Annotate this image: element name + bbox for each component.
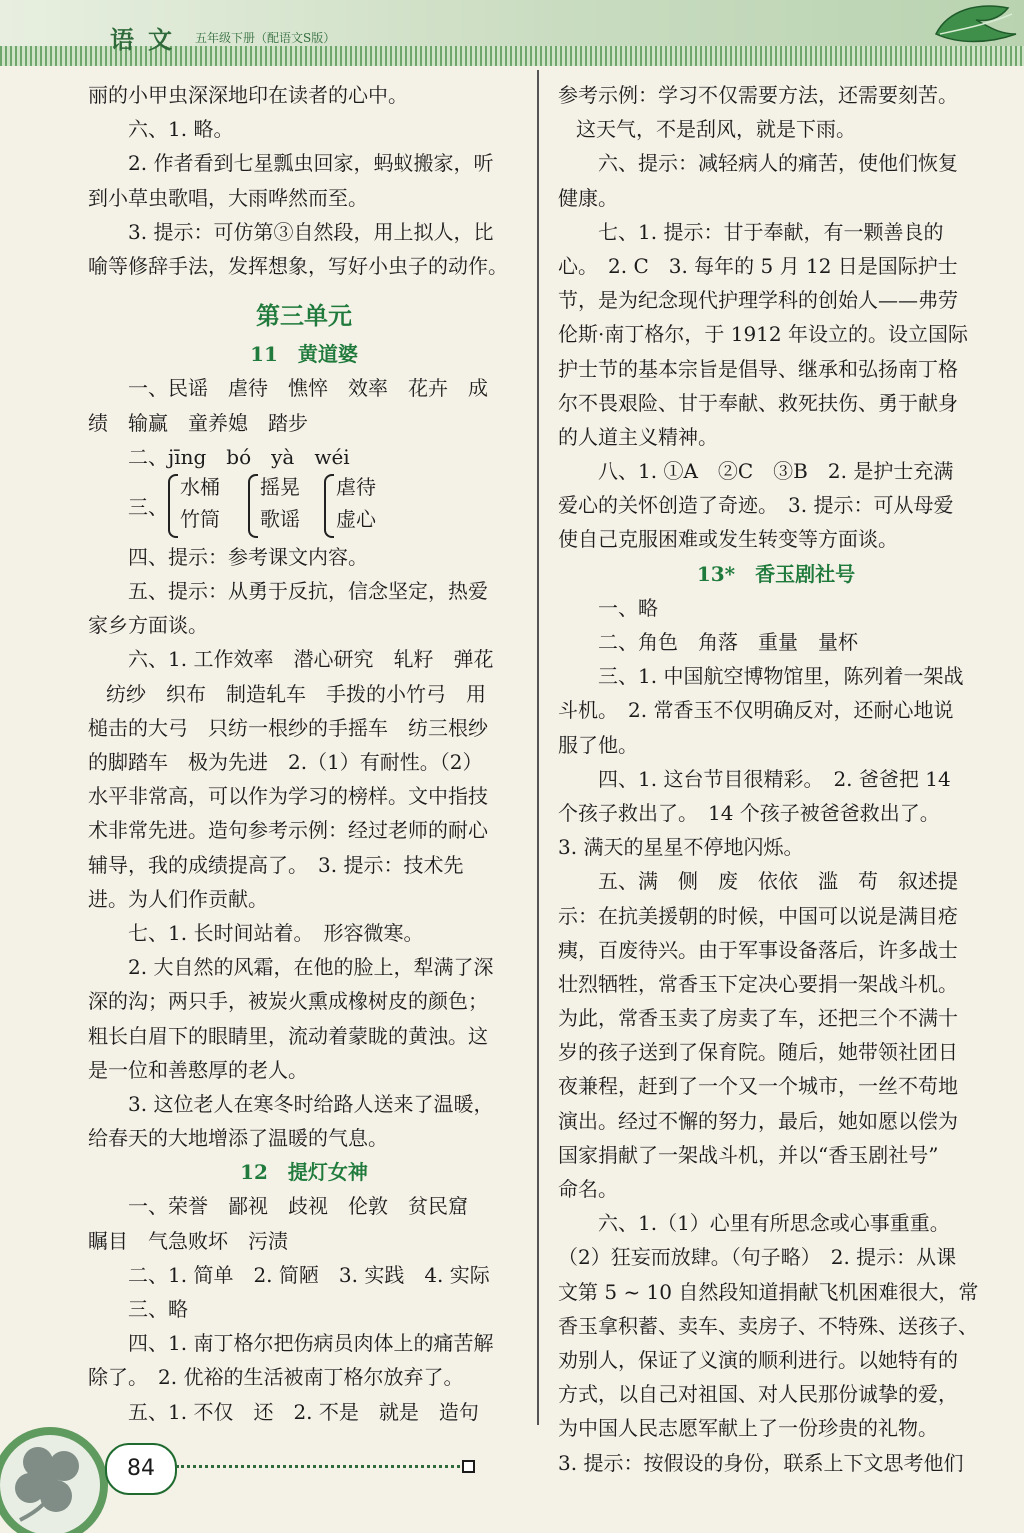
answer-line: 3. 提示：按假设的身份，联系上下文思考他们 [558,1450,964,1475]
footer-dotted-line [176,1465,460,1468]
group-word: 竹筒 [180,506,220,531]
answer-line: 劝别人，保证了义演的顺利进行。以她特有的 [558,1347,958,1372]
answer-line: 粗长白眉下的眼睛里，流动着蒙眬的黄浊。这 [88,1023,488,1048]
answer-line: 深的沟；两只手，被炭火熏成橡树皮的颜色； [88,989,488,1014]
answer-line: 使自己克服困难或发生转变等方面谈。 [558,527,898,552]
answer-line: 健康。 [558,185,618,210]
answer-line: 尔不畏艰险、甘于奉献、救死扶伤、勇于献身 [558,390,958,415]
answer-line: 这天气，不是刮风，就是下雨。 [576,117,856,142]
answer-line: 除了。 2. 优裕的生活被南丁格尔放弃了。 [88,1365,464,1390]
answer-line: 夜兼程，赶到了一个又一个城市，一丝不苟地 [558,1074,958,1099]
answer-line: 七、1. 提示：甘于奉献，有一颗善良的 [598,219,944,244]
answer-line: 参考示例：学习不仅需要方法，还需要刻苦。 [558,83,958,107]
answer-line: 痍，百废待兴。由于军事设备落后，许多战士 [558,937,958,962]
answer-line: 斗机。 2. 常香玉不仅明确反对，还耐心地说 [558,698,954,723]
answer-line: 为此，常香玉卖了房卖了车，还把三个不满十 [558,1006,958,1031]
answer-line: 四、1. 南丁格尔把伤病员肉体上的痛苦解 [128,1331,494,1356]
answer-line: 文第 5 ~ 10 自然段知道捐献飞机困难很大，常 [558,1279,979,1304]
answer-line: 到小草虫歌唱，大雨哗然而至。 [88,185,368,210]
answer-line: 三、略 [128,1297,188,1321]
answer-line: 丽的小甲虫深深地印在读者的心中。 [88,83,408,107]
answer-line: 二、jīng bó yà wéi [128,444,350,469]
answer-line: 五、满 侧 废 依依 滥 苟 叙述提 [598,869,958,894]
answer-line: 服了他。 [558,732,638,757]
answer-line: 槌击的大弓 只纺一根纱的手摇车 纺三根纱 [88,715,488,740]
footer-end-square [462,1460,475,1473]
answer-line: 护士节的基本宗旨是倡导、继承和弘扬南丁格 [558,356,958,381]
answer-line: 3. 这位老人在寒冬时给路人送来了温暖， [128,1091,494,1116]
answer-line: 命名。 [558,1177,618,1201]
unit-title: 第三单元 [256,301,352,331]
group-word: 虚心 [336,506,376,531]
subject-title: 语文 [110,25,186,54]
answer-line: 是一位和善憨厚的老人。 [88,1057,308,1082]
answer-line: 示：在抗美援朝的时候，中国可以说是满目疮 [558,903,958,928]
brace-answer-row [88,474,520,540]
section-title: 11 黄道婆 [250,342,358,367]
answer-line: 六、1. 工作效率 潜心研究 轧籽 弹花 [128,647,494,672]
answer-line: 方式，以自己对祖国、对人民那份诚挚的爱， [558,1382,958,1407]
answer-line: 辅导，我的成绩提高了。 3. 提示：技术先 [88,852,464,877]
question-number: 三、 [128,494,168,519]
answer-line: 的脚踏车 极为先进 2.（1）有耐性。（2） [88,750,483,774]
answer-line: 岁的孩子送到了保育院。随后，她带领社团日 [558,1040,958,1065]
group-word: 虐待 [336,474,376,499]
answer-line: 二、1. 简单 2. 简陋 3. 实践 4. 实际 [128,1262,490,1287]
group-word: 摇晃 [260,474,300,499]
leaf-icon [928,0,1024,46]
page-header [0,0,1024,66]
answer-line: 3. 提示：可仿第③自然段，用上拟人，比 [128,219,494,244]
brace-mark [324,474,334,538]
answer-line: （2）狂妄而放肆。（句子略） 2. 提示：从课 [558,1245,957,1270]
answer-line: 香玉拿积蓄、卖车、卖房子、不特殊、送孩子、 [558,1313,978,1338]
answer-line: 术非常先进。造句参考示例：经过老师的耐心 [88,818,488,843]
answer-line: 心。 2. C 3. 每年的 5 月 12 日是国际护士 [558,253,958,278]
answer-line: 一、民谣 虐待 憔悴 效率 花卉 成 [128,376,488,401]
column-divider [537,70,539,1425]
right-column [558,78,994,1480]
answer-line: 瞩目 气急败坏 污渍 [88,1228,288,1253]
answer-line: 演出。经过不懈的努力，最后，她如愿以偿为 [558,1108,958,1133]
answer-line: 国家捐献了一架战斗机，并以“香玉剧社号” [558,1142,939,1167]
answer-line: 家乡方面谈。 [88,613,208,638]
answer-line: 喻等修辞手法，发挥想象，写好小虫子的动作。 [88,253,508,278]
section-title: 12 提灯女神 [240,1160,368,1185]
answer-line: 三、1. 中国航空博物馆里，陈列着一架战 [598,664,964,689]
left-column [88,78,520,1429]
answer-line: 一、略 [598,595,658,620]
answer-line: 八、1. ①A ②C ③B 2. 是护士充满 [598,459,954,484]
answer-line: 纺纱 织布 制造轧车 手拨的小竹弓 用 [106,681,486,706]
answer-line: 五、1. 不仅 还 2. 不是 就是 造句 [128,1399,479,1424]
answer-line: 四、提示：参考课文内容。 [128,544,368,569]
section-title: 13* 香玉剧社号 [696,561,856,586]
answer-line: 伦斯·南丁格尔，于 1912 年设立的。设立国际 [558,322,968,347]
answer-line: 六、提示：减轻病人的痛苦，使他们恢复 [598,151,958,176]
answer-line: 六、1.（1）心里有所思念或心事重重。 [598,1211,950,1236]
answer-line: 一、荣誉 鄙视 歧视 伦敦 贫民窟 [128,1194,468,1219]
answer-line: 六、1. 略。 [128,117,234,142]
answer-line: 2. 作者看到七星瓢虫回家，蚂蚁搬家，听 [128,151,494,176]
answer-line: 节，是为纪念现代护理学科的创始人——弗劳 [558,288,958,313]
answer-line: 绩 输赢 童养媳 踏步 [88,410,308,435]
answer-line: 四、1. 这台节目很精彩。 2. 爸爸把 14 [598,766,951,791]
answer-line: 二、角色 角落 重量 量杯 [598,630,858,654]
brace-mark [168,474,178,538]
grade-edition-label: 五年级下册（配语文S版） [195,31,336,45]
group-word: 歌谣 [260,506,300,531]
answer-line: 七、1. 长时间站着。 形容微寒。 [128,920,424,945]
answer-line: 水平非常高，可以作为学习的榜样。文中指技 [88,784,488,809]
flower-decoration-icon [0,1400,110,1533]
answer-line: 为中国人民志愿军献上了一份珍贵的礼物。 [558,1416,938,1441]
answer-line: 3. 满天的星星不停地闪烁。 [558,835,804,860]
answer-line: 爱心的关怀创造了奇迹。 3. 提示：可从母爱 [558,493,954,518]
brace-mark [248,474,258,538]
answer-line: 2. 大自然的风霜，在他的脸上，犁满了深 [128,955,494,980]
group-word: 水桶 [180,474,220,499]
answer-line: 的人道主义精神。 [558,424,718,449]
answer-line: 个孩子救出了。 14 个孩子被爸爸救出了。 [558,800,940,825]
answer-line: 壮烈牺牲，常香玉下定决心要捐一架战斗机。 [558,971,958,996]
answer-line: 给春天的大地增添了温暖的气息。 [88,1126,388,1151]
answer-line: 进。为人们作贡献。 [88,886,268,911]
page-number: 84 [105,1443,177,1495]
answer-line: 五、提示：从勇于反抗，信念坚定，热爱 [128,579,488,604]
